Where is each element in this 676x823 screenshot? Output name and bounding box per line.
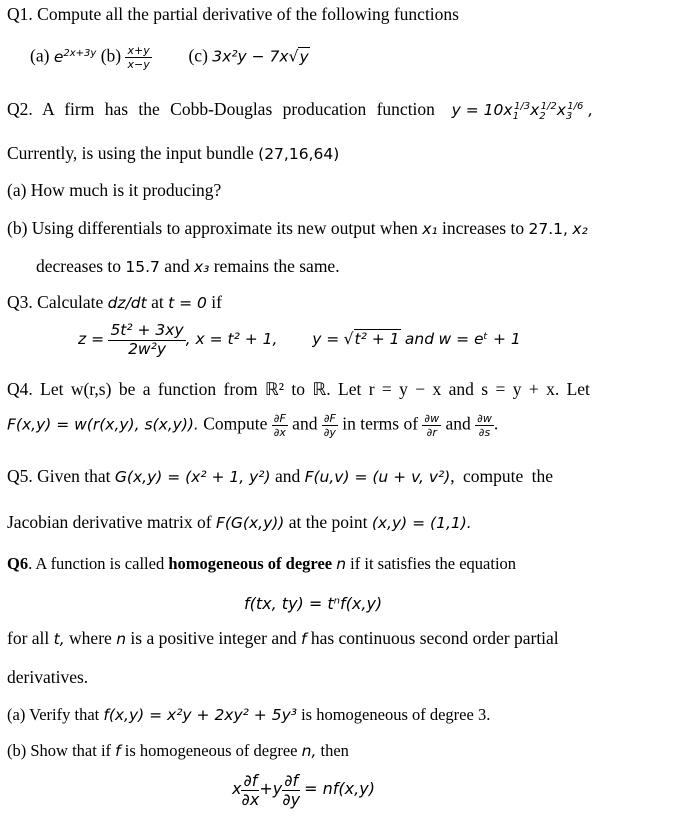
q6-t2: if it satisfies the equation bbox=[350, 554, 517, 573]
q1-text: . Compute all the partial derivative of the following functions bbox=[28, 4, 459, 24]
q4-l1: . Let w(r,s) be a function from ℝ² to ℝ. Let r = y − x and s = y + x. Let bbox=[28, 379, 590, 399]
q6-dfdy: $\frac{\partial f}{\partial y}$ bbox=[282, 771, 301, 809]
q3-z-frac: $\frac{\text{5t² + 3xy}}{\text{2w²y}}$ bbox=[110, 321, 184, 358]
q3-and: and bbox=[404, 330, 435, 349]
q1-label: Q1 bbox=[7, 4, 29, 24]
q4-line2: F(x,y) = w(r(x,y), s(x,y)). Compute $\frac{\partial F}{\partial x}$ and $\frac{\partial F}{\partial y}$ in terms of $\frac{\partial w}{\partial r}$ and $\frac{\partial w}{\partial s}$ . bbox=[7, 412, 499, 439]
q1-a-expr: $e^{2x+3y}$ bbox=[53, 47, 97, 66]
q4-dwdr: $\frac{\partial w}{\partial r}$ bbox=[424, 412, 440, 439]
q5-F: F(u,v) = (u + v, v²) bbox=[304, 468, 451, 486]
q6-rhs: = nf(x,y) bbox=[304, 779, 375, 799]
q6-b-eq: x $\frac{\partial f}{\partial x}$ +y $\frac{\partial f}{\partial y}$ = nf(x,y) bbox=[232, 771, 375, 809]
q1-b-label: (b) bbox=[100, 45, 122, 66]
q1-c-label: (c) bbox=[188, 45, 208, 66]
q2-bundle: (27,16,64) bbox=[258, 145, 340, 163]
q4-compute: Compute bbox=[203, 413, 268, 434]
q3-x-def: , x = t² + 1, bbox=[185, 330, 278, 349]
q2-b1-var2: x₂ bbox=[572, 220, 588, 238]
q5-l2: Jacobian derivative matrix of bbox=[7, 512, 212, 532]
q6-b-f: f bbox=[115, 742, 121, 760]
q5-text: . Given that bbox=[28, 466, 111, 486]
q2-b-line1 bbox=[7, 218, 588, 239]
q3-line1 bbox=[7, 292, 222, 313]
q2-b1-var: x₁ bbox=[422, 220, 438, 238]
q6-l3-n: n bbox=[116, 630, 127, 648]
q2-line1 bbox=[7, 99, 593, 122]
q6-l3-t: t, bbox=[53, 630, 65, 648]
q6-a-tail: is homogeneous of degree 3. bbox=[301, 705, 491, 724]
q3-label: Q3 bbox=[7, 292, 29, 312]
q6-n: n bbox=[336, 555, 347, 573]
q6-label: Q6 bbox=[7, 554, 29, 573]
q1-parts bbox=[30, 45, 310, 70]
q5-FG: F(G(x,y)) bbox=[215, 514, 285, 532]
q2-b-line2 bbox=[36, 256, 340, 277]
q2-b2-end: remains the same. bbox=[213, 256, 340, 276]
q2-b1-mid: increases to bbox=[441, 218, 525, 238]
q5-and: and bbox=[274, 466, 301, 486]
q3-expr: dz/dt bbox=[107, 294, 147, 312]
q6-l3-a: for all bbox=[7, 628, 50, 648]
q3-if: if bbox=[211, 292, 222, 312]
q2-func: $y = 10x_1^{1/3}x_2^{1/2}x_3^{1/6}$ , bbox=[451, 100, 594, 123]
q4-and2: and bbox=[445, 413, 471, 434]
q6-b-text: (b) Show that if bbox=[7, 741, 112, 760]
q6-b bbox=[7, 741, 349, 761]
q4-dwds: $\frac{\partial w}{\partial s}$ bbox=[477, 412, 492, 439]
q6-line1 bbox=[7, 554, 516, 574]
q6-a bbox=[7, 705, 490, 725]
q4-dfdx: $\frac{\partial F}{\partial x}$ bbox=[273, 412, 286, 439]
q3-at: at bbox=[151, 292, 164, 312]
q3-y-def: y = bbox=[312, 330, 340, 349]
q5-line2 bbox=[7, 512, 472, 533]
q6-line3 bbox=[7, 628, 559, 649]
q6-b-n: n, bbox=[301, 742, 317, 760]
q4-f: F(x,y) = w(r(x,y), s(x,y)). bbox=[7, 415, 199, 434]
q1-a-label: (a) bbox=[30, 45, 50, 66]
q1-b-frac: $\frac{x+y}{x-y}$ bbox=[127, 44, 150, 71]
q3-w-def: w = eᵗ + 1 bbox=[438, 330, 521, 349]
q5-line1 bbox=[7, 466, 553, 487]
q2-b1-val: 27.1, bbox=[528, 220, 568, 238]
q6-a-text: (a) Verify that bbox=[7, 705, 100, 724]
q2-b2-and: and bbox=[164, 256, 190, 276]
q2-b2-val: 15.7 bbox=[125, 258, 160, 276]
q5-label: Q5 bbox=[7, 466, 29, 486]
q3-text: . Calculate bbox=[28, 292, 104, 312]
q2-text: . A firm has the Cobb-Douglas producation function bbox=[28, 99, 435, 119]
q6-l3-f: f bbox=[300, 630, 307, 648]
q6-b-mid: is homogeneous of degree bbox=[124, 741, 298, 760]
q6-bold: homogeneous of degree bbox=[168, 554, 333, 573]
q2-b2-var: x₃ bbox=[193, 258, 210, 276]
q4-terms: in terms of bbox=[342, 413, 419, 434]
q2-b2-start: decreases to bbox=[36, 256, 122, 276]
q3-z: z = bbox=[78, 330, 105, 349]
q1-c-expr: 3x²y − 7x√y bbox=[212, 47, 309, 66]
q4-label: Q4 bbox=[7, 379, 29, 399]
q5-at: at the point bbox=[288, 512, 368, 532]
q2-a: (a) How much is it producing? bbox=[7, 180, 222, 200]
q2-b1-text: (b) Using differentials to approximate its new output when bbox=[7, 218, 418, 238]
q6-t1: . A function is called bbox=[28, 554, 165, 573]
q2-label: Q2 bbox=[7, 99, 29, 119]
q6-b-then: then bbox=[320, 741, 349, 760]
q4-and: and bbox=[292, 413, 318, 434]
q4-line1 bbox=[7, 379, 590, 400]
q5-G: G(x,y) = (x² + 1, y²) bbox=[114, 468, 271, 486]
q4-dfdy: $\frac{\partial F}{\partial y}$ bbox=[323, 412, 336, 439]
q1-line bbox=[7, 4, 459, 25]
q3-line2: z = $\frac{\text{5t² + 3xy}}{\text{2w²y}}$ , x = t² + 1, y = √t² + 1 and w = eᵗ + 1 bbox=[78, 321, 521, 358]
q6-eq: f(tx, ty) = tⁿf(x,y) bbox=[244, 594, 383, 613]
q6-l3-b: where bbox=[69, 628, 112, 648]
q6-a-expr: f(x,y) = x²y + 2xy² + 5y³ bbox=[103, 706, 297, 724]
q6-l3-d: has continuous second order partial bbox=[310, 628, 559, 648]
q6-line4: derivatives. bbox=[7, 667, 89, 687]
q6-dfdx: $\frac{\partial f}{\partial x}$ bbox=[241, 771, 260, 809]
q3-y-root: t² + 1 bbox=[354, 330, 400, 349]
q6-l3-c: is a positive integer and bbox=[130, 628, 297, 648]
q2-line2 bbox=[7, 143, 339, 164]
q5-tail: , compute the bbox=[450, 466, 554, 486]
q3-cond: t = 0 bbox=[168, 294, 207, 312]
q5-pt: (x,y) = (1,1). bbox=[371, 514, 472, 532]
q2-line2-text: Currently, is using the input bundle bbox=[7, 143, 254, 163]
